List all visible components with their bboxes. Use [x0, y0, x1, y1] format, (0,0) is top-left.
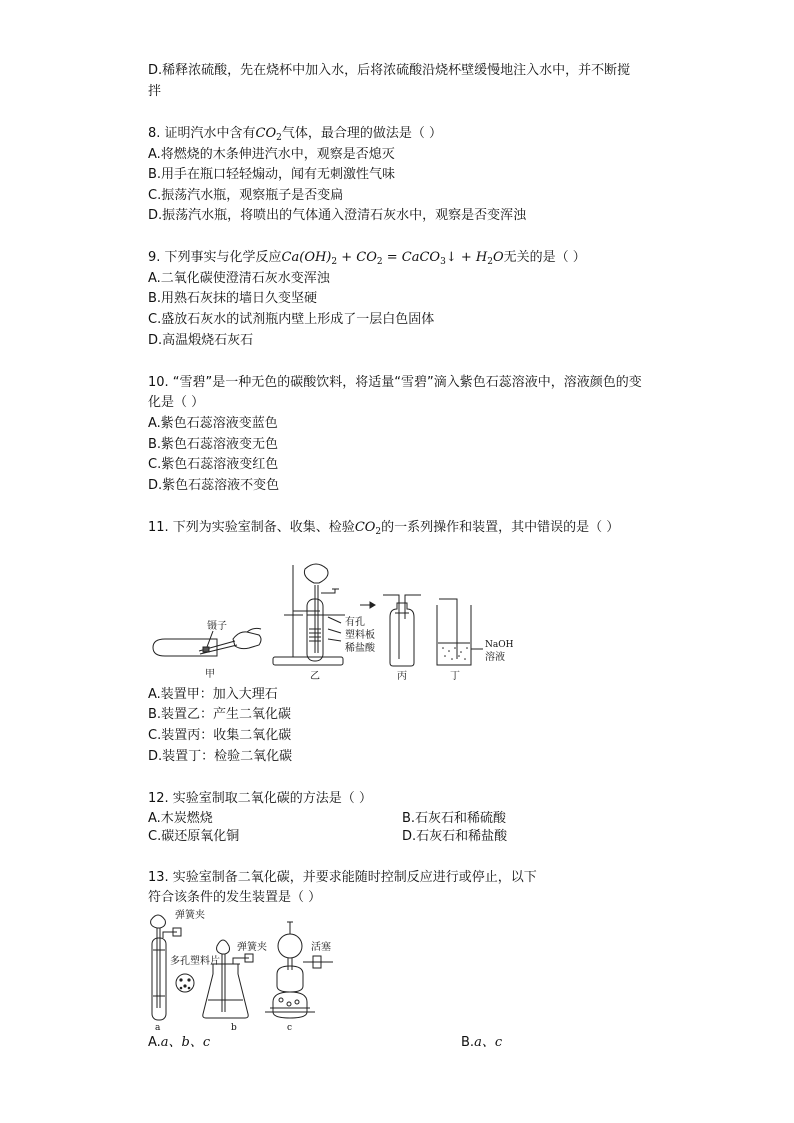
q10-stem-line1: 10. “雪碧”是一种无色的碳酸饮料，将适量“雪碧”滴入紫色石蕊溶液中，溶液颜色的变 [148, 375, 642, 390]
label-spring-clip-a: 弹簧夹 [175, 910, 205, 921]
q8-option-c: C.振荡汽水瓶，观察瓶子是否变扁 [148, 188, 344, 203]
apparatus-bing [383, 595, 421, 666]
q8-option-d: D.振荡汽水瓶，将喷出的气体通入澄清石灰水中，观察是否变浑浊 [148, 208, 527, 223]
q12-option-c: C.碳还原氧化铜 [148, 829, 240, 844]
label-naoh: NaOH [485, 640, 514, 650]
q11-option-c: C.装置丙：收集二氧化碳 [148, 728, 292, 743]
label-bing: 丙 [397, 671, 407, 682]
q7-option-d-line2: 拌 [148, 84, 162, 99]
q12-option-d: D.石灰石和稀盐酸 [402, 829, 508, 844]
naoh-solution-dots [442, 647, 468, 660]
label-stopcock: 活塞 [311, 942, 331, 953]
q10-option-d: D.紫色石蕊溶液不变色 [148, 478, 280, 493]
q12-option-b: B.石灰石和稀硫酸 [402, 811, 507, 826]
label-perforated-1: 有孔 [345, 617, 365, 628]
q13-stem-line1: 13. 实验室制备二氧化碳，并要求能随时控制反应进行或停止，以下 [148, 870, 537, 885]
q8-option-b: B.用手在瓶口轻轻煽动，闻有无刺激性气味 [148, 167, 396, 182]
apparatus-yi [273, 564, 345, 665]
q8-stem: 8. 证明汽水中含有$CO_2$气体，最合理的做法是（ ） [148, 126, 443, 143]
q7-option-d-line1: D.稀释浓硫酸，先在烧杯中加入水，后将浓硫酸沿烧杯壁缓慢地注入水中，并不断搅 [148, 63, 631, 78]
label-spring-clip-b: 弹簧夹 [237, 942, 267, 953]
label-perforated-2: 塑料板 [345, 630, 375, 641]
q13-stem-line2: 符合该条件的发生装置是（ ） [148, 890, 322, 905]
label-a: a [155, 1023, 161, 1033]
q13-option-a: A.a、b、c [148, 1035, 211, 1050]
q9-option-b: B.用熟石灰抹的墙日久变坚硬 [148, 291, 318, 306]
q8-option-a: A.将燃烧的木条伸进汽水中，观察是否熄灭 [148, 147, 395, 162]
q10-stem-line2: 化是（ ） [148, 395, 205, 410]
label-ding: 丁 [450, 671, 460, 682]
q12-option-a: A.木炭燃烧 [148, 811, 213, 826]
q9-equation: $Ca(OH)_2 + CO_2$ = CaCO$_3$↓ + $H_2O$ [281, 250, 504, 267]
q13-apparatus-figure [145, 908, 375, 1034]
label-c: c [287, 1023, 293, 1033]
q9-stem: 9. 下列事实与化学反应$Ca(OH)_2 + CO_2$ = CaCO$_3$↓ + $H_2O$无关的是（ ） [148, 250, 586, 267]
q12-stem: 12. 实验室制取二氧化碳的方法是（ ） [148, 791, 372, 806]
q9-option-c: C.盛放石灰水的试剂瓶内壁上形成了一层白色固体 [148, 312, 435, 327]
label-jia: 甲 [205, 669, 215, 680]
perforated-plate-holes [179, 978, 190, 989]
q10-option-c: C.紫色石蕊溶液变红色 [148, 457, 279, 472]
q11-option-d: D.装置丁：检验二氧化碳 [148, 749, 293, 764]
label-yi: 乙 [310, 671, 320, 682]
label-acid: 稀盐酸 [345, 643, 375, 654]
label-tweezers: 镊子 [207, 621, 227, 632]
q11-option-a: A.装置甲：加入大理石 [148, 687, 278, 702]
apparatus-ding [437, 599, 483, 665]
q9-option-d: D.高温煅烧石灰石 [148, 333, 254, 348]
q13-option-b: B.a、c [461, 1035, 503, 1050]
apparatus-jia [153, 628, 261, 656]
label-perforated-plate: 多孔塑料片 [170, 956, 220, 967]
q10-option-a: A.紫色石蕊溶液变蓝色 [148, 416, 278, 431]
label-b: b [231, 1023, 237, 1033]
apparatus-c [265, 922, 333, 1018]
q9-option-a: A.二氧化碳使澄清石灰水变浑浊 [148, 271, 330, 286]
q11-apparatus-figure [145, 555, 515, 685]
apparatus-a [151, 915, 194, 1020]
q10-option-b: B.紫色石蕊溶液变无色 [148, 437, 279, 452]
q11-stem: 11. 下列为实验室制备、收集、检验$CO_2$的一系列操作和装置，其中错误的是（ ） [148, 520, 620, 537]
label-naoh-solution: 溶液 [485, 652, 505, 663]
q11-option-b: B.装置乙：产生二氧化碳 [148, 707, 292, 722]
